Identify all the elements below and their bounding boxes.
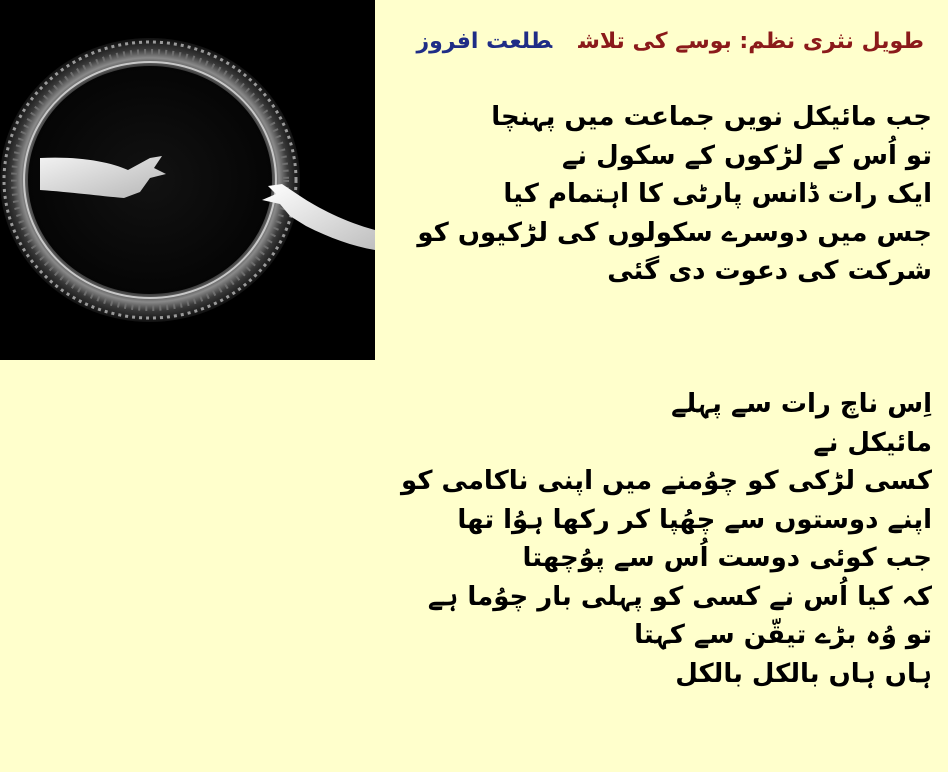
poem-line: کہ کیا اُس نے کسی کو پہلی بار چوُما ہے — [427, 581, 932, 612]
page-heading — [416, 20, 924, 64]
poem-line: جب مائیکل نویں جماعت میں پہنچا — [491, 102, 932, 132]
poem-stanza-2 — [401, 385, 932, 693]
poem-line: جب کوئی دوست اُس سے پوُچھتا — [522, 543, 932, 573]
poem-line: تو وُہ بڑے تیقّن سے کہتا — [634, 620, 932, 650]
poem-line: اِس ناچ رات سے پہلے — [671, 389, 932, 419]
mirror-hands-photo — [0, 0, 375, 360]
ornate-mirror-icon — [0, 0, 375, 360]
poem-line: تو اُس کے لڑکوں کے سکول نے — [562, 140, 932, 171]
poem-line: جس میں دوسرے سکولوں کی لڑکیوں کو — [417, 217, 932, 248]
poem-title: طویل نثری نظم: بوسے کی تلاش — [578, 29, 924, 54]
poem-stanza-1 — [417, 98, 932, 291]
poem-line: مائیکل نے — [813, 427, 932, 458]
poem-line: کسی لڑکی کو چوُمنے میں اپنی ناکامی کو — [401, 466, 932, 496]
poem-line: شرکت کی دعوت دی گئی — [607, 256, 932, 286]
poem-line: ہاں ہاں بالکل بالکل — [675, 658, 932, 689]
poem-line: ایک رات ڈانس پارٹی کا اہتمام کیا — [503, 179, 932, 209]
poem-line: اپنے دوستوں سے چھُپا کر رکھا ہوُا تھا — [457, 504, 932, 535]
poem-author: طلعت افروز — [416, 29, 553, 54]
